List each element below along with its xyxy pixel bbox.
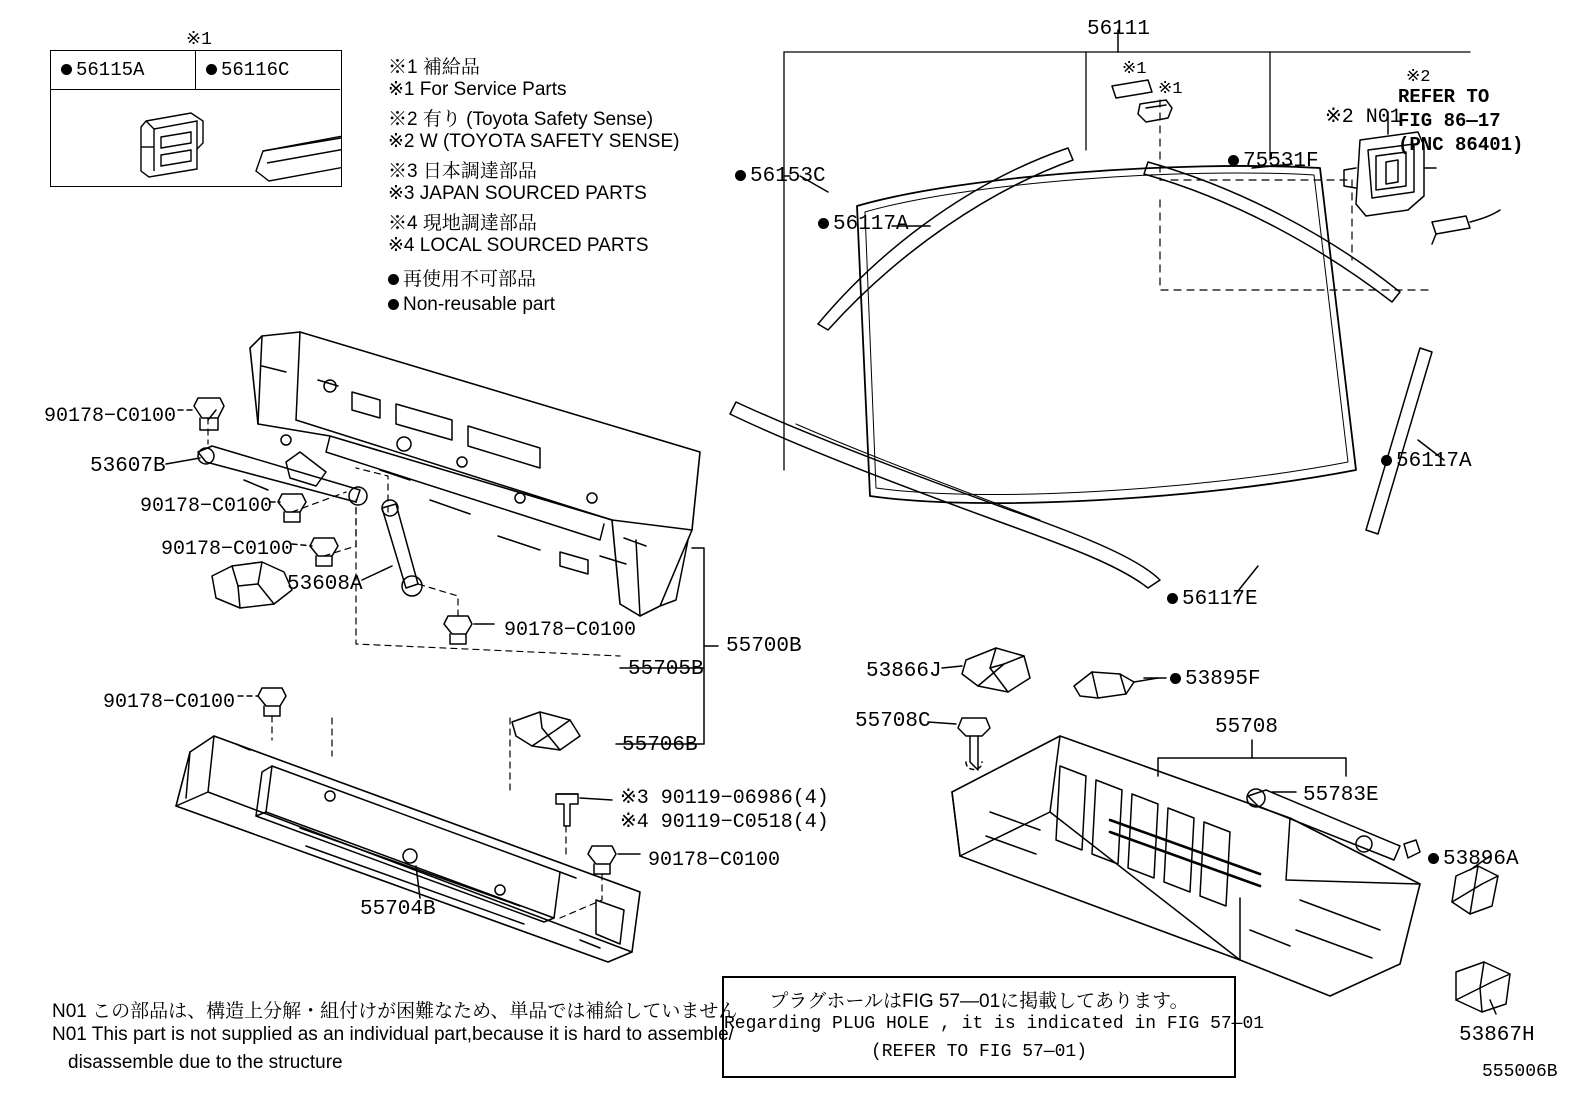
non-reusable-dot-icon — [1167, 593, 1178, 604]
callout-n01-right: ※2 N01 — [1325, 106, 1402, 129]
non-reusable-dot-icon — [206, 64, 217, 75]
star-mark-1a: ※1 — [1122, 60, 1147, 79]
callout-55783E: 55783E — [1303, 784, 1379, 807]
non-reusable-dot-icon — [1228, 155, 1239, 166]
n01-note-jp: N01 この部品は、構造上分解・組付けが困難なため、単品では補給していません — [52, 1001, 738, 1022]
callout-55708C: 55708C — [855, 710, 931, 733]
callout-55705B: 55705B — [628, 658, 704, 681]
plug-hole-note-box — [722, 976, 1265, 1078]
non-reusable-dot-icon — [388, 274, 399, 285]
non-reusable-dot-icon — [61, 64, 72, 75]
legend-header-mark: ※1 — [186, 30, 212, 50]
non-reusable-dot-icon — [735, 170, 746, 181]
legend-code-1: 56115A — [61, 59, 144, 81]
note-line: ※1 For Service Parts — [388, 79, 567, 100]
callout-90178-2: 90178−C0100 — [140, 495, 273, 518]
legend-box — [50, 50, 342, 187]
callout-56117A-top: 56117A — [818, 213, 909, 236]
callout-55704B: 55704B — [360, 898, 436, 921]
non-reusable-note-jp: 再使用不可部品 — [388, 264, 536, 291]
callout-90178-6: 90178−C0100 — [648, 849, 781, 872]
callout-56153C: 56153C — [735, 165, 826, 188]
figure-code: 555006B — [1482, 1062, 1558, 1082]
non-reusable-dot-icon — [388, 299, 399, 310]
non-reusable-dot-icon — [1381, 455, 1392, 466]
non-reusable-dot-icon — [818, 218, 829, 229]
callout-53896A: 53896A — [1428, 848, 1519, 871]
callout-55706B: 55706B — [622, 734, 698, 757]
plug-hole-line-en: Regarding PLUG HOLE , it is indicated in FIG 57—01 — [724, 1014, 1265, 1034]
note-line: ※4 LOCAL SOURCED PARTS — [388, 235, 649, 256]
star-mark-1b: ※1 — [1158, 80, 1183, 99]
note-line: ※2 有り (Toyota Safety Sense) — [388, 109, 654, 130]
callout-53866J: 53866J — [866, 660, 942, 683]
note-line: ※1 補給品 — [388, 57, 480, 78]
note-line: ※4 現地調達部品 — [388, 213, 537, 234]
callout-56117A-right: 56117A — [1381, 450, 1472, 473]
note-line: ※2 W (TOYOTA SAFETY SENSE) — [388, 131, 680, 152]
non-reusable-note-en: Non-reusable part — [388, 294, 555, 316]
plug-hole-line-ref: (REFER TO FIG 57—01) — [870, 1042, 1088, 1062]
callout-90178-4: 90178−C0100 — [504, 619, 637, 642]
callout-90178-3: 90178−C0100 — [161, 538, 294, 561]
callout-53895F: 53895F — [1170, 668, 1261, 691]
callout-90178-1: 90178−C0100 — [44, 405, 177, 428]
refer-line-3: (PNC 86401) — [1398, 134, 1524, 156]
callout-75531F: 75531F — [1228, 150, 1319, 173]
note-line: ※3 日本調達部品 — [388, 161, 537, 182]
callout-56117E: 56117E — [1167, 588, 1258, 611]
legend-code-2: 56116C — [206, 59, 289, 81]
callout-53607B: 53607B — [90, 455, 166, 478]
refer-line-1: REFER TO — [1398, 86, 1490, 108]
refer-line-2: FIG 86—17 — [1398, 110, 1501, 132]
n01-note-en-1: N01 This part is not supplied as an individual part,because it is hard to assemble/ — [52, 1024, 734, 1045]
note-line: ※3 JAPAN SOURCED PARTS — [388, 183, 647, 204]
n01-note-en-2: disassemble due to the structure — [68, 1052, 343, 1073]
plug-hole-line-jp: プラグホールはFIG 57—01に掲載してあります。 — [769, 991, 1189, 1012]
callout-53867H: 53867H — [1459, 1024, 1535, 1047]
callout-55708: 55708 — [1215, 716, 1279, 739]
non-reusable-dot-icon — [1170, 673, 1181, 684]
callout-55700B: 55700B — [726, 635, 802, 658]
callout-90119-1: ※3 90119−06986(4) — [620, 787, 829, 810]
callout-90119-2: ※4 90119−C0518(4) — [620, 811, 829, 834]
callout-53608A: 53608A — [287, 573, 363, 596]
callout-56111: 56111 — [1087, 18, 1151, 41]
non-reusable-dot-icon — [1428, 853, 1439, 864]
star-mark-2a: ※2 — [1406, 68, 1431, 87]
callout-90178-5: 90178−C0100 — [103, 691, 236, 714]
